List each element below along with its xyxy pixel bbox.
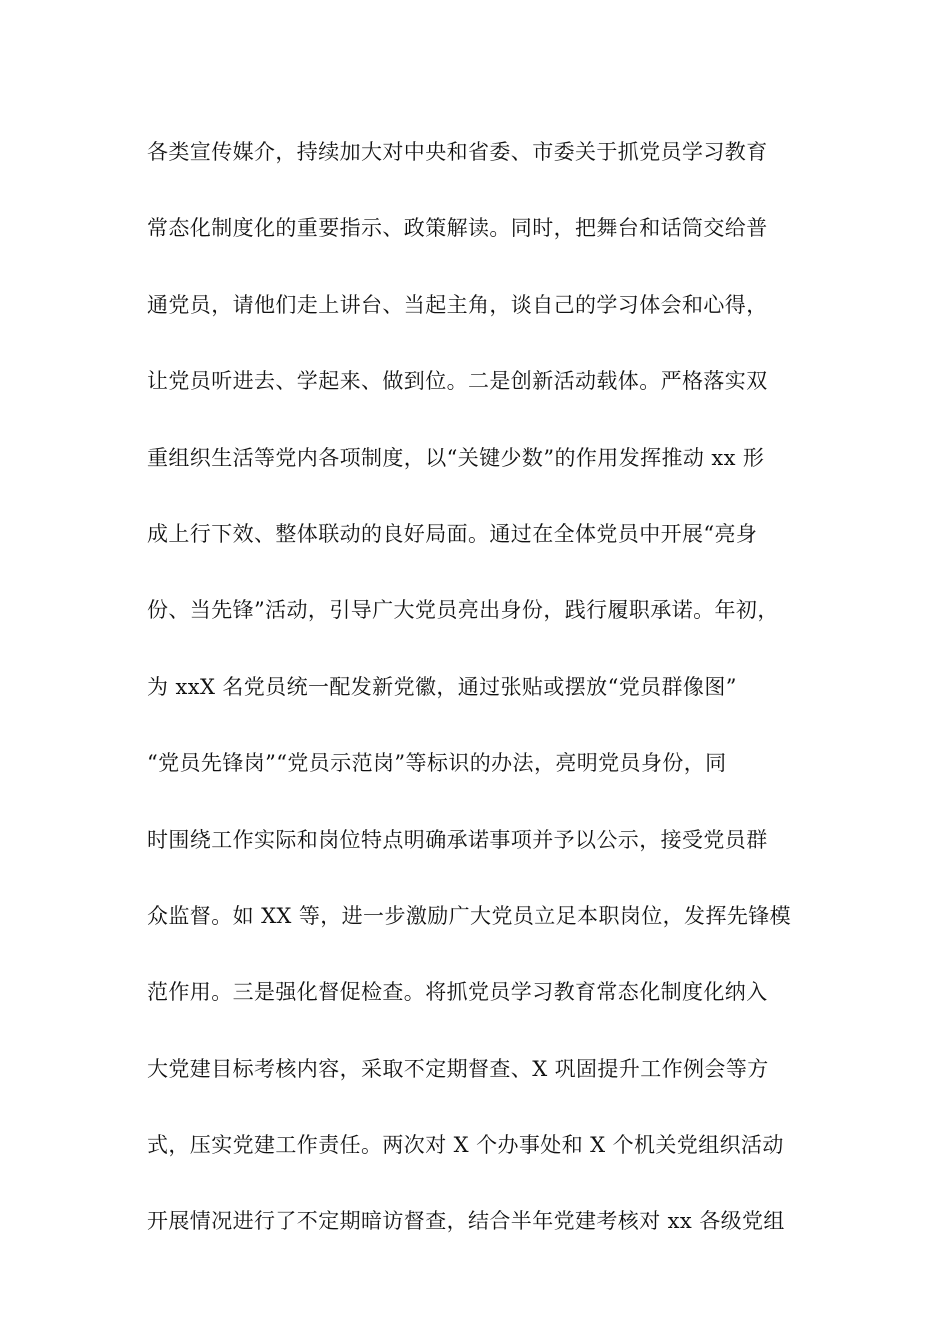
text-line [147, 1044, 807, 1120]
text-line [147, 509, 807, 585]
body-text [147, 127, 807, 1273]
text-line-content: 各类宣传媒介，持续加大对中央和省委、市委关于抓党员学习教育 [147, 140, 768, 164]
text-line-content: 常态化制度化的重要指示、政策解读。同时，把舞台和话筒交给普 [147, 216, 768, 241]
text-line [147, 433, 807, 509]
text-line-content: 开展情况进行了不定期暗访督查，结合半年党建考核对 xx 各级党组 [147, 1209, 785, 1234]
text-line [147, 1120, 807, 1196]
text-line-content: 时围绕工作实际和岗位特点明确承诺事项并予以公示，接受党员群 [147, 827, 768, 852]
text-line-content: 为 xxX 名党员统一配发新党徽，通过张贴或摆放“党员群像图” [147, 674, 737, 699]
text-line [147, 585, 807, 661]
text-line [147, 203, 807, 279]
text-line-content: 大党建目标考核内容，采取不定期督查、X 巩固提升工作例会等方 [147, 1056, 769, 1081]
text-line [147, 280, 807, 356]
text-line [147, 815, 807, 891]
text-line-content: 式，压实党建工作责任。两次对 X 个办事处和 X 个机关党组织活动 [147, 1133, 784, 1158]
text-line [147, 891, 807, 967]
text-line-content: 让党员听进去、学起来、做到位。二是创新活动载体。严格落实双 [147, 369, 768, 394]
text-line-content: 通党员，请他们走上讲台、当起主角，谈自己的学习体会和心得， [147, 292, 768, 317]
text-line-content: 众监督。如 XX 等，进一步激励广大党员立足本职岗位，发挥先锋模 [147, 903, 792, 928]
text-line-content: 重组织生活等党内各项制度，以“关键少数”的作用发挥推动 xx 形 [147, 445, 765, 470]
text-line-content: 份、当先锋”活动，引导广大党员亮出身份，践行履职承诺。年初， [147, 598, 779, 623]
text-line [147, 738, 807, 814]
text-line [147, 356, 807, 432]
text-line-content: 成上行下效、整体联动的良好局面。通过在全体党员中开展“亮身 [147, 521, 758, 546]
text-line [147, 662, 807, 738]
text-line [147, 127, 807, 203]
text-line-content: “党员先锋岗”“党员示范岗”等标识的办法，亮明党员身份，同 [147, 751, 727, 776]
text-line-content: 范作用。三是强化督促检查。将抓党员学习教育常态化制度化纳入 [147, 980, 768, 1005]
text-line [147, 1196, 807, 1272]
text-line [147, 967, 807, 1043]
